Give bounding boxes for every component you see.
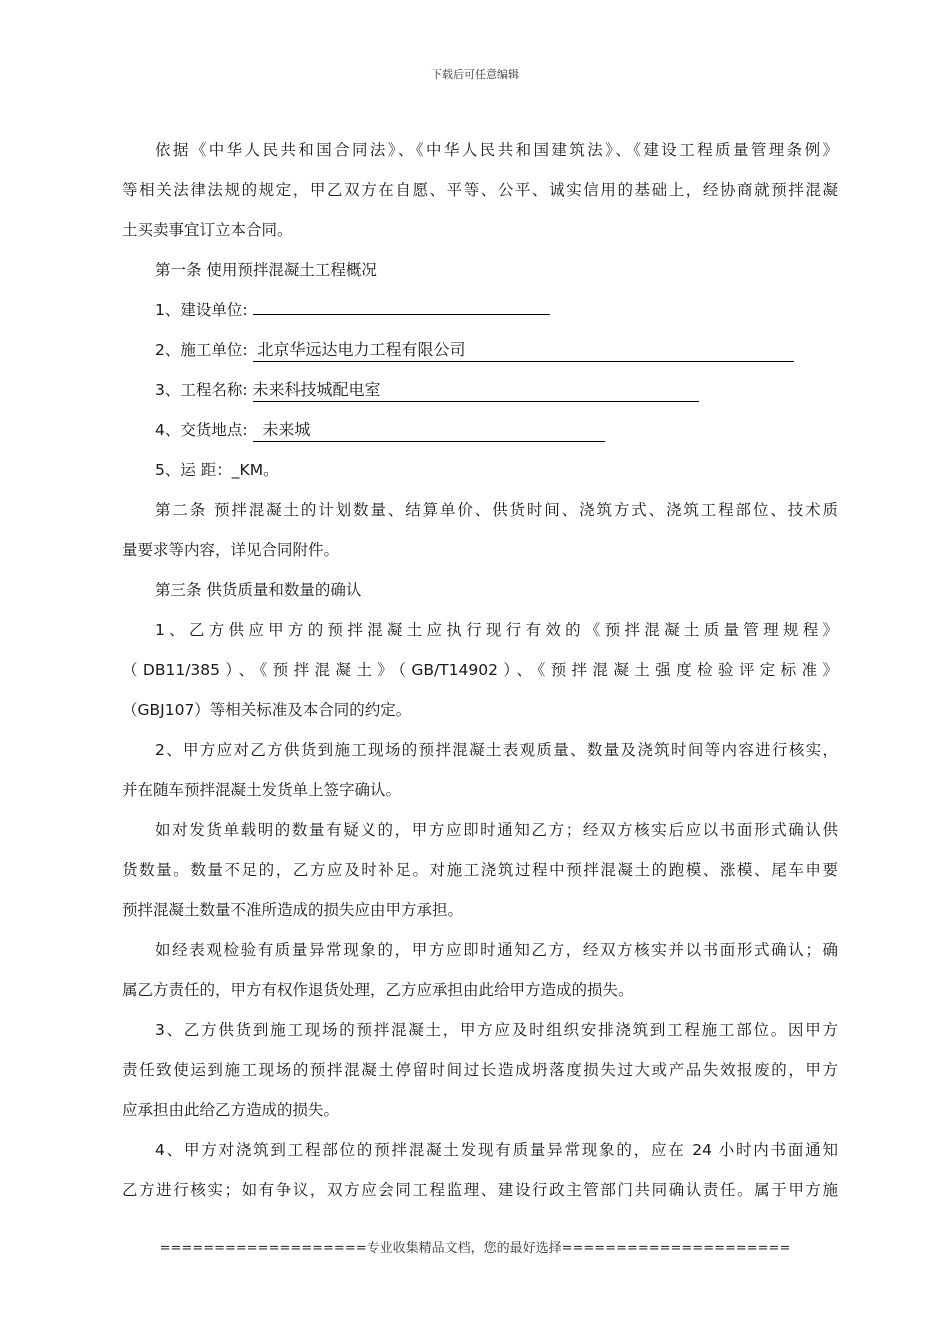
paragraph-line: 如对发货单载明的数量有疑义的，甲方应即时通知乙方；经双方核实后应以书面形式确认供 bbox=[155, 821, 838, 839]
paragraph-line: 应承担由此给乙方造成的损失。 bbox=[122, 1101, 340, 1119]
item-label: 4、交货地点: bbox=[155, 421, 248, 439]
article-2-line: 第二条 预拌混凝土的计划数量、结算单价、供货时间、浇筑方式、浇筑工程部位、技术质 bbox=[155, 501, 838, 519]
contractor-field: 北京华远达电力工程有限公司 bbox=[253, 339, 794, 362]
delivery-location-field: 未来城 bbox=[253, 419, 605, 442]
intro-line: 等相关法律法规的规定，甲乙双方在自愿、平等、公平、诚实信用的基础上，经协商就预拌混凝 bbox=[122, 181, 838, 199]
item-construction-owner bbox=[122, 290, 838, 330]
contract-body bbox=[122, 130, 838, 1210]
paragraph-line: 责任致使运到施工现场的预拌混凝土停留时间过长造成坍落度损失过大或产品失效报废的，甲方 bbox=[122, 1061, 838, 1079]
paragraph-line: 1、乙方供应甲方的预拌混凝土应执行现行有效的《预拌混凝土质量管理规程》 bbox=[155, 621, 838, 639]
paragraph-line: 2、甲方应对乙方供货到施工现场的预拌混凝土表观质量、数量及浇筑时间等内容进行核实， bbox=[155, 741, 838, 759]
paragraph-line: （GBJ107）等相关标准及本合同的约定。 bbox=[122, 701, 412, 719]
article-1-title: 第一条 使用预拌混凝土工程概况 bbox=[155, 261, 377, 279]
article-2-line: 量要求等内容，详见合同附件。 bbox=[122, 541, 340, 559]
paragraph-line: 4、甲方对浇筑到工程部位的预拌混凝土发现有质量异常现象的，应在 24 小时内书面通知 bbox=[155, 1141, 838, 1159]
item-contractor bbox=[122, 330, 838, 370]
item-label: 1、建设单位: bbox=[155, 301, 248, 319]
page-header-note: 下载后可任意编辑 bbox=[431, 68, 519, 81]
paragraph-line: （DB11/385）、《预拌混凝土》（GB/T14902）、《预拌混凝土强度检验评定标准》 bbox=[122, 661, 838, 679]
item-label: 2、施工单位: bbox=[155, 341, 248, 359]
paragraph-line: 属乙方责任的，甲方有权作退货处理，乙方应承担由此给甲方造成的损失。 bbox=[122, 981, 634, 999]
page-footer-banner: ===================专业收集精品文档，您的最好选择===================== bbox=[159, 1241, 791, 1256]
item-delivery-location bbox=[122, 410, 838, 450]
project-name-field: 未来科技城配电室 bbox=[253, 379, 699, 402]
paragraph-line: 并在随车预拌混凝土发货单上签字确认。 bbox=[122, 781, 402, 799]
paragraph-line: 货数量。数量不足的，乙方应及时补足。对施工浇筑过程中预拌混凝土的跑模、涨模、尾车申要 bbox=[122, 861, 838, 879]
paragraph-line: 预拌混凝土数量不准所造成的损失应由甲方承担。 bbox=[122, 901, 464, 919]
paragraph-line: 3、乙方供货到施工现场的预拌混凝土，甲方应及时组织安排浇筑到工程施工部位。因甲方 bbox=[155, 1021, 838, 1039]
item-label: 3、工程名称: bbox=[155, 381, 248, 399]
article-3-title: 第三条 供货质量和数量的确认 bbox=[155, 581, 362, 599]
intro-line: 依据《中华人民共和国合同法》、《中华人民共和国建筑法》、《建设工程质量管理条例》 bbox=[155, 141, 838, 159]
paragraph-line: 如经表观检验有质量异常现象的，甲方应即时通知乙方，经双方核实并以书面形式确认；确 bbox=[155, 941, 838, 959]
construction-owner-field bbox=[253, 314, 550, 315]
item-project-name bbox=[122, 370, 838, 410]
item-distance: 5、运 距：_KM。 bbox=[155, 461, 279, 479]
intro-line: 土买卖事宜订立本合同。 bbox=[122, 221, 293, 239]
paragraph-line: 乙方进行核实；如有争议，双方应会同工程监理、建设行政主管部门共同确认责任。属于甲方施 bbox=[122, 1181, 838, 1199]
